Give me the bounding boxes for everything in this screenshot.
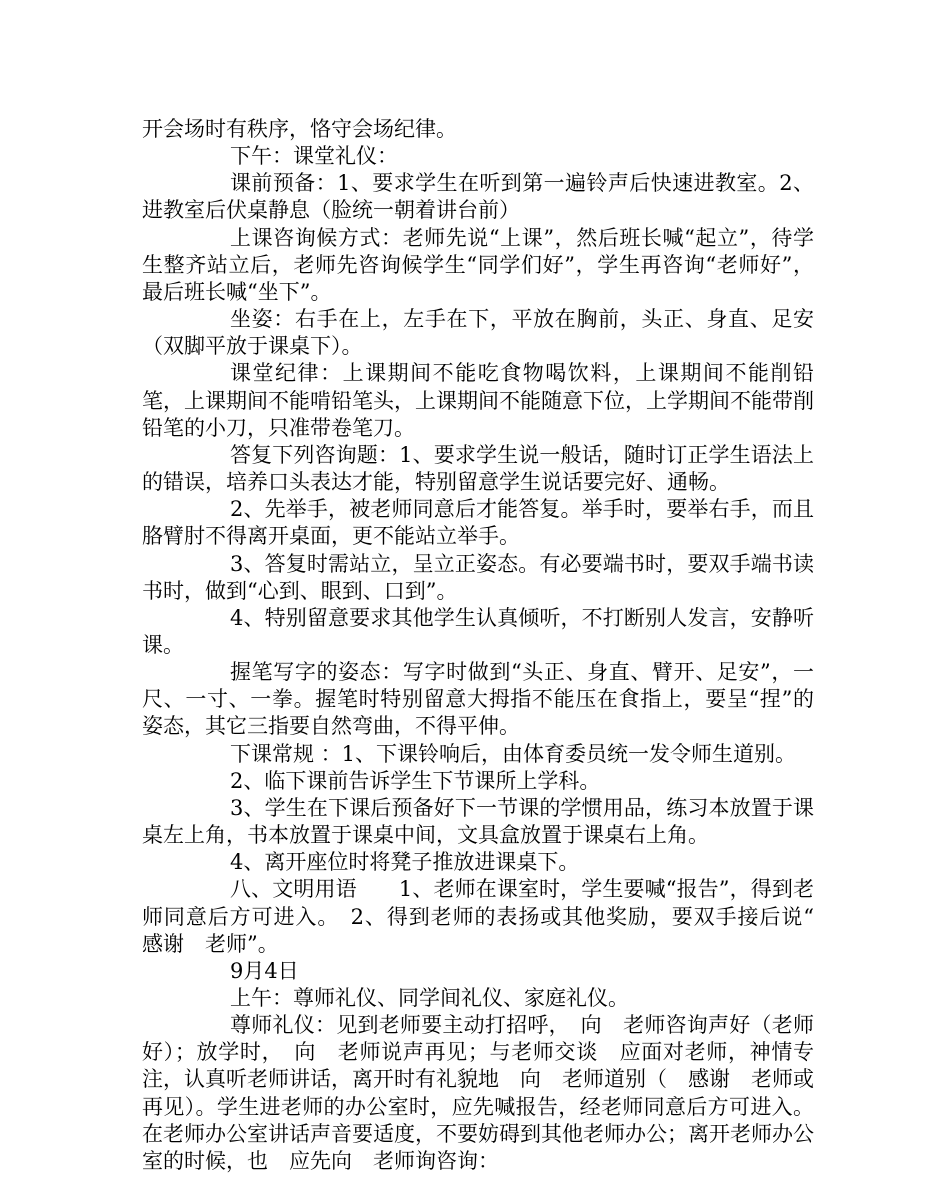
paragraph-19: 尊师礼仪：见到老师要主动打招呼， 向 老师咨询声好（老师好）；放学时， 向 老师说声再见；与老师交谈 应面对老师，神情专注，认真听老师讲话，离开时有礼貌地 向 老师道别（ 感谢 老师或再见）。学生进老师的办公室时，应先喊报告，经老师同意后方可进入。在老师办公室讲话声音要适度，不要妨碍到其他老师办公；离开老师办公室的时候，也 应先向 老师询咨询： (142, 1013, 814, 1173)
paragraph-6: 课堂纪律：上课期间不能吃食物喝饮料，上课期间不能削铅笔，上课期间不能啃铅笔头，上课期间不能随意下位，上学期间不能带削铅笔的小刀，只准带卷笔刀。 (142, 361, 814, 440)
paragraph-7: 答复下列咨询题：1、要求学生说一般话，随时订正学生语法上的错误，培养口头表达才能，特别留意学生说话要完好、通畅。 (142, 442, 814, 495)
document-body (142, 116, 835, 1175)
paragraph-1: 开会场时有秩序，恪守会场纪律。 (142, 117, 457, 141)
paragraph-14: 3、学生在下课后预备好下一节课的学惯用品，练习本放置于课桌左上角，书本放置于课桌中间，文具盒放置于课桌右上角。 (142, 795, 814, 848)
paragraph-2: 下午：课堂礼仪： (230, 144, 398, 169)
paragraph-11: 握笔写字的姿态：写字时做到“头正、身直、臂开、足安”，一尺、一寸、一拳。握笔时特别留意大拇指不能压在食指上，要呈“捏”的姿态，其它三指要自然弯曲，不得平伸。 (142, 660, 814, 739)
paragraph-18: 上午：尊师礼仪、同学间礼仪、家庭礼仪。 (230, 986, 629, 1010)
paragraph-4: 上课咨询候方式：老师先说“上课”，然后班长喊“起立”，待学生整齐站立后，老师先咨询候学生“同学们好”，学生再咨询“老师好”，最后班长喊“坐下”。 (142, 225, 814, 304)
paragraph-13: 2、临下课前告诉学生下节课所上学科。 (230, 768, 601, 793)
paragraph-12: 下课常规 ：1、下课铃响后，由体育委员统一发令师生道别。 (230, 741, 797, 766)
paragraph-3: 课前预备：1、要求学生在听到第一遍铃声后快速进教室。2、进教室后伏桌静息（脸统一朝着讲台前） (142, 171, 814, 223)
paragraph-16: 八、文明用语 1、老师在课室时，学生要喊“报告”，得到老师同意后方可进入。 2、得到老师的表扬或其他奖励，要双手接后说“ 感谢 老师”。 (142, 877, 835, 956)
paragraph-15: 4、离开座位时将凳子推放进课桌下。 (230, 850, 580, 875)
paragraph-17-date: 9月4日 (230, 958, 299, 983)
paragraph-10: 4、特别留意要求其他学生认真倾听，不打断别人发言，安静听课。 (142, 605, 814, 657)
paragraph-9: 3、答复时需站立，呈立正姿态。有必要端书时，要双手端书读书时，做到“心到、眼到、口到”。 (142, 551, 814, 603)
paragraph-8: 2、先举手，被老师同意后才能答复。举手时，要举右手，而且胳臂肘不得离开桌面，更不能站立举手。 (142, 497, 814, 549)
paragraph-5: 坐姿：右手在上，左手在下，平放在胸前，头正、身直、足安（双脚平放于课桌下）。 (142, 307, 814, 359)
